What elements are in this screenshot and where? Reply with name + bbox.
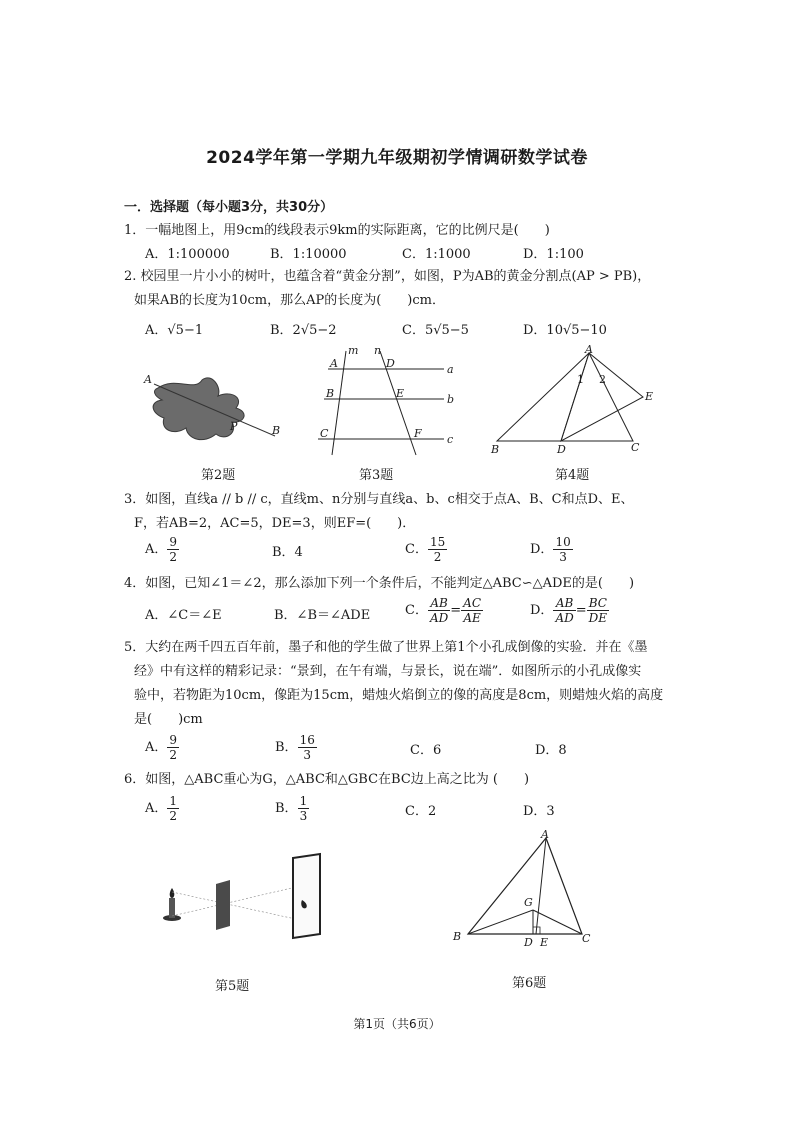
q6-option-a-numerator: 1 (169, 794, 178, 808)
q3-option-d-denominator: 3 (559, 550, 567, 564)
light-ray-bottom (172, 886, 300, 916)
fig4-label-d: D (557, 443, 566, 456)
fig6-label-a: A (541, 828, 549, 841)
fig3-label-a-point: A (330, 357, 338, 370)
fig6-label-e: E (540, 936, 549, 949)
q2-option-b[interactable]: B．2√5−2 (270, 323, 337, 338)
q6-option-b-denominator: 3 (299, 809, 308, 823)
q6-option-a[interactable] (145, 794, 179, 823)
q3-option-a[interactable] (145, 535, 179, 564)
q4-option-d-label: D． (530, 603, 554, 618)
pinhole-board (216, 880, 230, 930)
question-5-line2: 经》中有这样的精彩记录：“景到，在午有端，与景长，说在端”．如图所示的小孔成像实 (134, 664, 642, 679)
q3-option-c-label: C． (405, 542, 428, 557)
q5-option-b-label: B． (275, 740, 298, 755)
q3-option-b[interactable]: B．4 (272, 545, 303, 560)
figure-6-centroid-triangle (450, 830, 600, 955)
fig6-label-g: G (524, 896, 533, 909)
q6-option-b[interactable] (275, 794, 309, 823)
question-5-line1: 5．大约在两千四五百年前，墨子和他的学生做了世界上第1个小孔成倒像的实验．并在《墨 (124, 640, 648, 655)
q3-option-d-label: D． (530, 542, 554, 557)
fig4-label-c: C (631, 441, 640, 454)
question-6-text: 6．如图，△ABC重心为G，△ABC和△GBC在BC边上高之比为 ( ) (124, 772, 530, 787)
screen-board (293, 854, 320, 938)
median-ad (536, 838, 546, 934)
figure-4-caption: 第4题 (555, 468, 590, 483)
fig4-label-a: A (585, 343, 593, 356)
question-5-line3: 验中，若物距为10cm，像距为15cm，蜡烛火焰倒立的像的高度是8cm，则蜡烛火焰的高度 (134, 688, 664, 703)
q4c-num2: AC (463, 596, 482, 610)
flame-icon (170, 888, 175, 898)
q2-option-a[interactable]: A．√5−1 (145, 323, 204, 338)
figure-6-caption: 第6题 (512, 976, 547, 991)
figure-5-pinhole-camera (150, 850, 330, 950)
q6-option-c[interactable]: C．2 (405, 804, 437, 819)
q4-option-b[interactable]: B．∠B＝∠ADE (274, 608, 371, 623)
q4d-den1: AD (555, 611, 574, 625)
q2-option-c[interactable]: C．5√5−5 (402, 323, 469, 338)
question-4-text: 4．如图，已知∠1＝∠2，那么添加下列一个条件后，不能判定△ABC∽△ADE的是( ) (124, 576, 635, 591)
fig4-label-angle2: 2 (599, 373, 606, 386)
q5-option-b-numerator: 16 (299, 733, 315, 747)
figure-3-caption: 第3题 (359, 468, 394, 483)
q1-option-a[interactable]: A．1:100000 (145, 247, 230, 262)
figure-2-caption: 第2题 (201, 468, 236, 483)
fig2-label-b: B (272, 424, 281, 437)
q3-option-d-numerator: 10 (555, 535, 571, 549)
q5-option-a-denominator: 2 (169, 748, 178, 762)
fig3-label-a-line: a (447, 363, 454, 376)
question-5-line4: 是( )cm (134, 712, 203, 727)
q3-option-d[interactable] (530, 535, 573, 564)
q3-option-c[interactable] (405, 535, 447, 564)
q3-option-c-numerator: 15 (429, 535, 446, 549)
triangle-ade (561, 353, 643, 441)
q5-option-a[interactable] (145, 733, 179, 762)
q4-option-c[interactable]: C． $\frac{AB}{AD}$ = $\frac{AC}{AE}$ (405, 596, 482, 625)
q5-option-a-label: A． (145, 740, 168, 755)
figure-5-caption: 第5题 (215, 979, 250, 994)
fig4-label-angle1: 1 (577, 373, 584, 386)
q4-option-a[interactable]: A．∠C＝∠E (145, 608, 222, 623)
fig3-label-f: F (414, 427, 422, 440)
fig3-label-c-line: c (447, 433, 454, 446)
q6-option-a-label: A． (145, 801, 168, 816)
question-2-line2: 如果AB的长度为10cm，那么AP的长度为( )cm． (134, 293, 445, 308)
fig6-label-b: B (453, 930, 462, 943)
q5-option-a-numerator: 9 (169, 733, 178, 747)
fig2-label-p: P (230, 420, 238, 433)
fig3-label-n: n (374, 344, 382, 357)
question-1-text: 1．一幅地图上，用9cm的线段表示9km的实际距离，它的比例尺是( ) (124, 223, 550, 238)
q5-option-d[interactable]: D．8 (535, 743, 567, 758)
q2-option-d[interactable]: D．10√5−10 (523, 323, 607, 338)
section-heading: 一．选择题（每小题3分，共30分） (124, 200, 334, 215)
q4d-num1: AB (553, 596, 575, 611)
fig3-label-d: D (386, 357, 395, 370)
fig2-label-a: A (144, 373, 152, 386)
question-3-line1: 3．如图，直线a // b // c，直线m、n分别与直线a、b、c相交于点A、B、C和点D、E、 (124, 492, 634, 507)
fig6-label-c: C (582, 932, 591, 945)
q4c-den2: AE (463, 611, 481, 625)
q3-option-c-denominator: 2 (433, 550, 442, 564)
q4c-num1: AB (428, 596, 450, 611)
q5-option-b[interactable] (275, 733, 317, 762)
q6-option-b-numerator: 1 (299, 794, 308, 808)
fig3-label-e: E (396, 387, 405, 400)
q1-option-d[interactable]: D．1:100 (523, 247, 584, 262)
q4-option-d[interactable]: D． $\frac{AB}{AD}$ = $\frac{BC}{DE}$ (530, 596, 608, 625)
q4d-num2: BC (587, 596, 609, 611)
fig3-label-b-point: B (326, 387, 335, 400)
q1-option-b[interactable]: B．1:10000 (270, 247, 347, 262)
triangle-abc (468, 838, 582, 934)
figure-3-parallel-lines (310, 345, 460, 455)
q5-option-b-denominator: 3 (303, 748, 312, 762)
q6-option-b-label: B． (275, 801, 298, 816)
page-title: 2024学年第一学期九年级期初学情调研数学试卷 (206, 148, 588, 168)
q3-option-a-denominator: 2 (169, 550, 178, 564)
q4-option-c-label: C． (405, 603, 428, 618)
q3-option-a-numerator: 9 (169, 535, 178, 549)
question-2-line1: 2. 校园里一片小小的树叶，也蕴含着“黄金分割”，如图，P为AB的黄金分割点(AP > PB)， (124, 269, 651, 284)
light-ray-top (172, 892, 300, 920)
q4d-den2: DE (588, 611, 608, 625)
candle-icon (169, 898, 175, 918)
fig3-label-m: m (348, 344, 359, 357)
figure-4-triangles (485, 345, 655, 460)
q6-option-d[interactable]: D．3 (523, 804, 555, 819)
question-3-line2: F，若AB=2，AC=5，DE=3，则EF=( )． (134, 516, 416, 531)
fig3-label-b-line: b (447, 393, 455, 406)
fig3-label-c-point: C (320, 427, 329, 440)
q5-option-c[interactable]: C．6 (410, 743, 442, 758)
figure-2-leaf (140, 370, 290, 455)
q6-option-a-denominator: 2 (169, 809, 178, 823)
fig4-label-e: E (645, 390, 654, 403)
page-footer: 第1页（共6页） (353, 1017, 441, 1031)
fig4-label-b: B (491, 443, 500, 456)
q1-option-c[interactable]: C．1:1000 (402, 247, 471, 262)
q4c-den1: AD (429, 611, 449, 625)
q3-option-a-label: A． (145, 542, 168, 557)
fig6-label-d: D (524, 936, 533, 949)
